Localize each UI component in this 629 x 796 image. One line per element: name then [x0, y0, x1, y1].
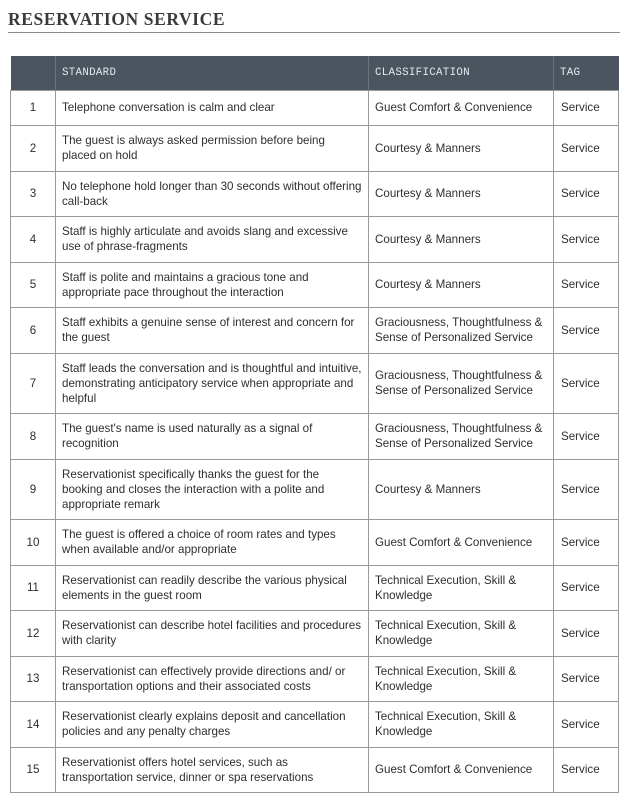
row-standard: The guest's name is used naturally as a signal of recognition: [56, 413, 369, 459]
row-classification: Courtesy & Manners: [369, 216, 554, 262]
row-number: 13: [11, 656, 56, 701]
row-standard: Telephone conversation is calm and clear: [56, 90, 369, 125]
page-title: RESERVATION SERVICE: [8, 9, 226, 29]
title-divider: [8, 32, 620, 33]
table-row: [11, 565, 619, 610]
row-classification: Courtesy & Manners: [369, 459, 554, 519]
row-classification: Technical Execution, Skill & Knowledge: [369, 701, 554, 747]
row-tag: Service: [554, 459, 619, 519]
row-tag: Service: [554, 171, 619, 216]
header-number: [11, 56, 56, 90]
row-classification: Courtesy & Manners: [369, 262, 554, 307]
table-row: [11, 701, 619, 747]
table-row: [11, 125, 619, 171]
row-tag: Service: [554, 353, 619, 413]
row-standard: Reservationist can describe hotel facilities and procedures with clarity: [56, 610, 369, 656]
row-standard: Reservationist clearly explains deposit and cancellation policies and any penalty charges: [56, 701, 369, 747]
row-standard: Staff leads the conversation and is thoughtful and intuitive, demonstrating anticipatory service when appropriate and helpful: [56, 353, 369, 413]
row-tag: Service: [554, 216, 619, 262]
row-classification: Courtesy & Manners: [369, 171, 554, 216]
row-number: 11: [11, 565, 56, 610]
header-classification: CLASSIFICATION: [369, 56, 554, 90]
row-tag: Service: [554, 262, 619, 307]
row-tag: Service: [554, 519, 619, 565]
row-number: 7: [11, 353, 56, 413]
row-classification: Guest Comfort & Convenience: [369, 90, 554, 125]
row-number: 9: [11, 459, 56, 519]
row-number: 14: [11, 701, 56, 747]
row-standard: The guest is offered a choice of room rates and types when available and/or appropriate: [56, 519, 369, 565]
row-tag: Service: [554, 413, 619, 459]
row-number: 1: [11, 90, 56, 125]
table-row: [11, 216, 619, 262]
table-row: [11, 307, 619, 353]
row-tag: Service: [554, 565, 619, 610]
table-row: [11, 519, 619, 565]
row-standard: Reservationist specifically thanks the guest for the booking and closes the interaction with a polite and appropriate remark: [56, 459, 369, 519]
header-standard: STANDARD: [56, 56, 369, 90]
row-standard: The guest is always asked permission before being placed on hold: [56, 125, 369, 171]
row-number: 4: [11, 216, 56, 262]
table-row: [11, 459, 619, 519]
row-classification: Guest Comfort & Convenience: [369, 747, 554, 792]
row-number: 5: [11, 262, 56, 307]
row-standard: No telephone hold longer than 30 seconds without offering call-back: [56, 171, 369, 216]
row-standard: Staff is highly articulate and avoids slang and excessive use of phrase-fragments: [56, 216, 369, 262]
row-tag: Service: [554, 307, 619, 353]
reservation-standards-table: [10, 56, 619, 793]
row-classification: Technical Execution, Skill & Knowledge: [369, 565, 554, 610]
table-header-row: [11, 56, 619, 90]
table-row: [11, 610, 619, 656]
row-tag: Service: [554, 610, 619, 656]
row-standard: Reservationist can readily describe the various physical elements in the guest room: [56, 565, 369, 610]
table-row: [11, 656, 619, 701]
table-row: [11, 171, 619, 216]
row-tag: Service: [554, 747, 619, 792]
row-number: 15: [11, 747, 56, 792]
row-classification: Graciousness, Thoughtfulness & Sense of Personalized Service: [369, 413, 554, 459]
row-classification: Guest Comfort & Convenience: [369, 519, 554, 565]
row-number: 3: [11, 171, 56, 216]
row-tag: Service: [554, 701, 619, 747]
row-tag: Service: [554, 656, 619, 701]
row-tag: Service: [554, 90, 619, 125]
row-standard: Reservationist offers hotel services, such as transportation service, dinner or spa reservations: [56, 747, 369, 792]
row-number: 12: [11, 610, 56, 656]
table-row: [11, 353, 619, 413]
row-classification: Technical Execution, Skill & Knowledge: [369, 656, 554, 701]
row-classification: Courtesy & Manners: [369, 125, 554, 171]
table-row: [11, 747, 619, 792]
table-row: [11, 262, 619, 307]
row-standard: Staff is polite and maintains a gracious tone and appropriate pace throughout the interaction: [56, 262, 369, 307]
row-classification: Graciousness, Thoughtfulness & Sense of Personalized Service: [369, 307, 554, 353]
row-tag: Service: [554, 125, 619, 171]
row-number: 10: [11, 519, 56, 565]
row-classification: Graciousness, Thoughtfulness & Sense of Personalized Service: [369, 353, 554, 413]
row-number: 2: [11, 125, 56, 171]
row-number: 6: [11, 307, 56, 353]
row-number: 8: [11, 413, 56, 459]
table-row: [11, 413, 619, 459]
row-standard: Reservationist can effectively provide directions and/ or transportation options and their associated costs: [56, 656, 369, 701]
row-classification: Technical Execution, Skill & Knowledge: [369, 610, 554, 656]
row-standard: Staff exhibits a genuine sense of interest and concern for the guest: [56, 307, 369, 353]
header-tag: TAG: [554, 56, 619, 90]
table-row: [11, 90, 619, 125]
